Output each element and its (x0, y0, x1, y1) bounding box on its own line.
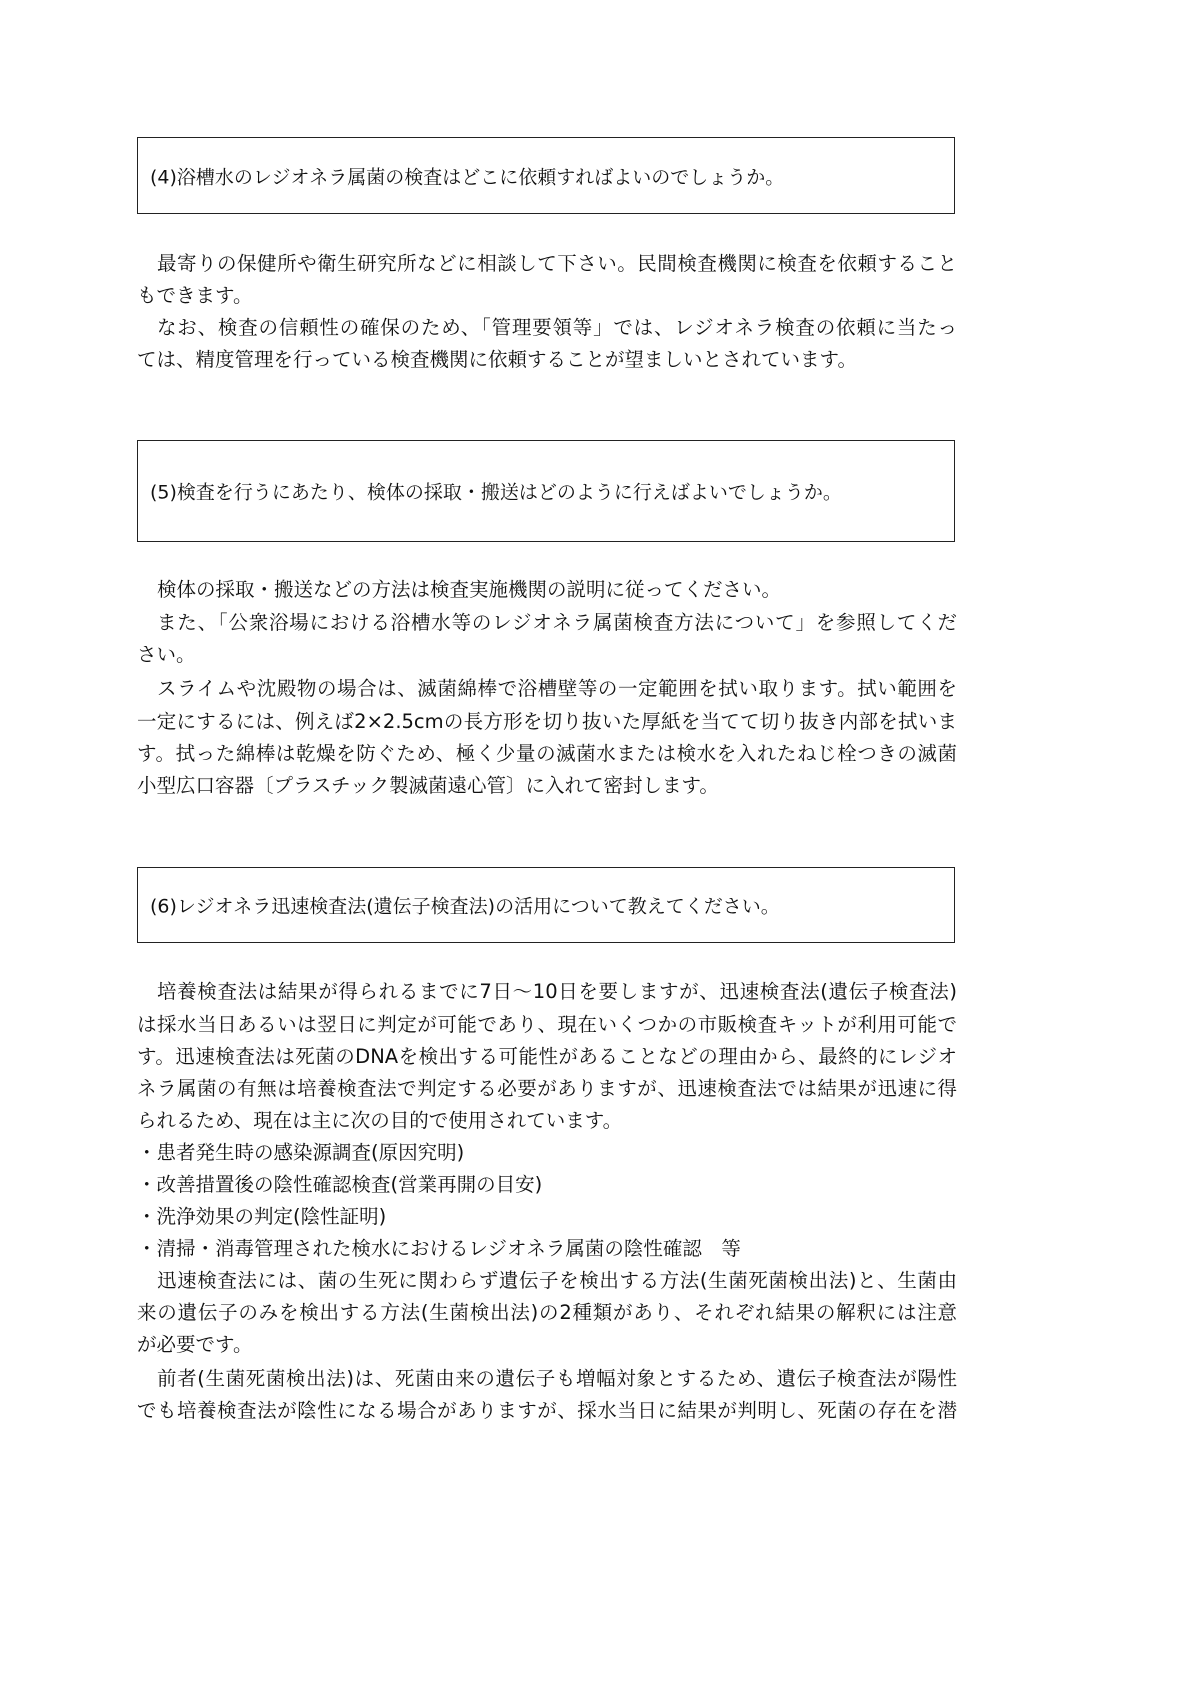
question-5: (5)検査を行うにあたり、検体の採取・搬送はどのように行えばよいでしょうか。 (150, 481, 842, 504)
paragraph-line: られるため、現在は主に次の目的で使用されています。 (137, 1109, 623, 1132)
paragraph-line: ては、精度管理を行っている検査機関に依頼することが望ましいとされています。 (137, 348, 857, 371)
paragraph-line: 最寄りの保健所や衛生研究所などに相談して下さい。民間検査機関に検査を依頼すること (157, 252, 957, 275)
question-4: (4)浴槽水のレジオネラ属菌の検査はどこに依頼すればよいのでしょうか。 (150, 166, 785, 188)
bullet-item: ・改善措置後の陰性確認検査(営業再開の目安) (137, 1173, 543, 1196)
paragraph-line: 培養検査法は結果が得られるまでに7日～10日を要しますが、迅速検査法(遺伝子検査法) (157, 980, 957, 1003)
paragraph-line: なお、検査の信頼性の確保のため、「管理要領等」では、レジオネラ検査の依頼に当たっ (157, 316, 957, 339)
paragraph-line: 小型広口容器〔プラスチック製滅菌遠心管〕に入れて密封します。 (137, 774, 719, 797)
question-box-6 (137, 867, 955, 943)
paragraph-line: もできます。 (137, 284, 253, 307)
question-box-4 (137, 137, 955, 214)
paragraph-line: また、「公衆浴場における浴槽水等のレジオネラ属菌検査方法について」を参照してくだ (157, 611, 957, 634)
paragraph-line: す。迅速検査法は死菌のDNAを検出する可能性があることなどの理由から、最終的にレジオ (137, 1045, 957, 1068)
paragraph-line: さい。 (137, 643, 196, 666)
paragraph-line: す。拭った綿棒は乾燥を防ぐため、極く少量の滅菌水または検水を入れたねじ栓つきの滅菌 (137, 742, 957, 765)
paragraph-line: 検体の採取・搬送などの方法は検査実施機関の説明に従ってください。 (157, 578, 782, 601)
bullet-item: ・清掃・消毒管理された検水におけるレジオネラ属菌の陰性確認 等 (137, 1237, 741, 1260)
question-box-5 (137, 440, 955, 542)
paragraph-line: 迅速検査法には、菌の生死に関わらず遺伝子を検出する方法(生菌死菌検出法)と、生菌由 (157, 1269, 957, 1292)
question-6: (6)レジオネラ迅速検査法(遺伝子検査法)の活用について教えてください。 (150, 895, 780, 918)
paragraph-line: でも培養検査法が陰性になる場合がありますが、採水当日に結果が判明し、死菌の存在を潜 (137, 1399, 957, 1422)
paragraph-line: 来の遺伝子のみを検出する方法(生菌検出法)の2種類があり、それぞれ結果の解釈には注意 (137, 1301, 957, 1324)
bullet-item: ・患者発生時の感染源調査(原因究明) (137, 1141, 465, 1164)
paragraph-line: が必要です。 (137, 1333, 253, 1356)
paragraph-line: ネラ属菌の有無は培養検査法で判定する必要がありますが、迅速検査法では結果が迅速に得 (137, 1077, 957, 1100)
bullet-item: ・洗浄効果の判定(陰性証明) (137, 1205, 387, 1228)
paragraph-line: 一定にするには、例えば2×2.5cmの長方形を切り抜いた厚紙を当てて切り抜き内部を拭いま (137, 710, 957, 733)
paragraph-line: スライムや沈殿物の場合は、滅菌綿棒で浴槽壁等の一定範囲を拭い取ります。拭い範囲を (157, 677, 957, 700)
paragraph-line: 前者(生菌死菌検出法)は、死菌由来の遺伝子も増幅対象とするため、遺伝子検査法が陽性 (157, 1367, 957, 1390)
paragraph-line: は採水当日あるいは翌日に判定が可能であり、現在いくつかの市販検査キットが利用可能で (137, 1013, 957, 1036)
